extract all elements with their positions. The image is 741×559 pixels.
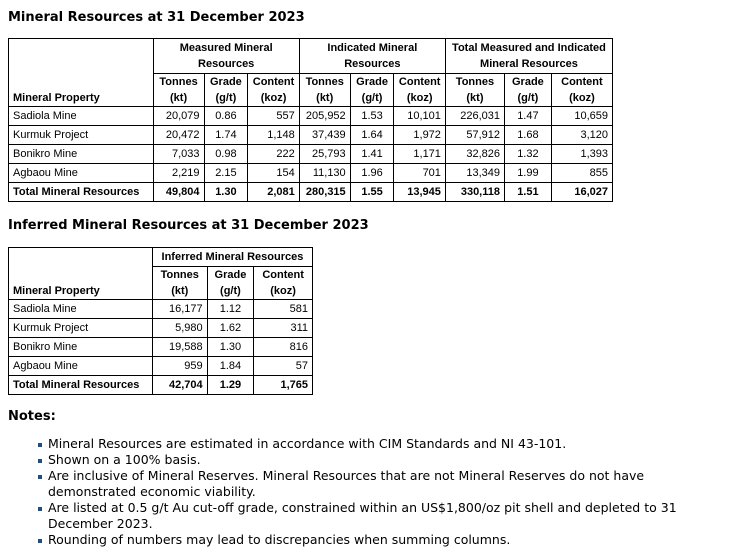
cell-value: 1,765 bbox=[254, 376, 313, 395]
column-header: Tonnes (kt) bbox=[152, 267, 207, 300]
column-header: Grade (g/t) bbox=[504, 74, 551, 107]
group-header: Measured Mineral Resources bbox=[153, 39, 299, 74]
cell-value: 1.68 bbox=[504, 126, 551, 145]
cell-value: 1.30 bbox=[207, 338, 254, 357]
property-name: Agbaou Mine bbox=[9, 357, 153, 376]
cell-value: 37,439 bbox=[299, 126, 350, 145]
note-text: Rounding of numbers may lead to discrepancies when summing columns. bbox=[48, 532, 511, 547]
cell-value: 13,349 bbox=[445, 164, 504, 183]
property-name: Sadiola Mine bbox=[9, 107, 154, 126]
table-row bbox=[9, 107, 613, 126]
cell-value: 42,704 bbox=[152, 376, 207, 395]
table2-title: Inferred Mineral Resources at 31 December 2023 bbox=[8, 218, 369, 233]
cell-value: 2,081 bbox=[248, 183, 299, 202]
property-name: Bonikro Mine bbox=[9, 338, 153, 357]
cell-value: 2,219 bbox=[153, 164, 204, 183]
cell-value: 330,118 bbox=[445, 183, 504, 202]
note-text: Mineral Resources are estimated in accordance with CIM Standards and NI 43-101. bbox=[48, 436, 567, 451]
cell-value: 3,120 bbox=[551, 126, 612, 145]
group-header: Total Measured and Indicated Mineral Resources bbox=[445, 39, 612, 74]
cell-value: 1,148 bbox=[248, 126, 299, 145]
cell-value: 701 bbox=[394, 164, 445, 183]
cell-value: 57,912 bbox=[445, 126, 504, 145]
group-header: Inferred Mineral Resources bbox=[152, 248, 312, 267]
cell-value: 855 bbox=[551, 164, 612, 183]
cell-value: 10,101 bbox=[394, 107, 445, 126]
table-row bbox=[9, 357, 313, 376]
cell-value: 0.86 bbox=[204, 107, 248, 126]
notes-title: Notes: bbox=[8, 409, 56, 424]
cell-value: 19,588 bbox=[152, 338, 207, 357]
column-header: Tonnes (kt) bbox=[299, 74, 350, 107]
cell-value: 1.53 bbox=[350, 107, 394, 126]
total-row bbox=[9, 376, 313, 395]
cell-value: 816 bbox=[254, 338, 313, 357]
table-row bbox=[9, 145, 613, 164]
cell-value: 1.55 bbox=[350, 183, 394, 202]
property-name: Bonikro Mine bbox=[9, 145, 154, 164]
cell-value: 7,033 bbox=[153, 145, 204, 164]
cell-value: 20,472 bbox=[153, 126, 204, 145]
group-header: Indicated Mineral Resources bbox=[299, 39, 445, 74]
cell-value: 1.96 bbox=[350, 164, 394, 183]
cell-value: 1.32 bbox=[504, 145, 551, 164]
cell-value: 959 bbox=[152, 357, 207, 376]
note-text: Are listed at 0.5 g/t Au cut-off grade, constrained within an US$1,800/oz pit shell and depleted to 31 December 2023. bbox=[48, 500, 677, 531]
column-header: Content (koz) bbox=[551, 74, 612, 107]
cell-value: 205,952 bbox=[299, 107, 350, 126]
property-name: Total Mineral Resources bbox=[9, 183, 154, 202]
bullet-icon bbox=[38, 539, 42, 543]
note-item bbox=[36, 468, 736, 500]
property-name: Sadiola Mine bbox=[9, 300, 153, 319]
property-header: Mineral Property bbox=[9, 39, 154, 107]
cell-value: 1.29 bbox=[207, 376, 254, 395]
note-text: Shown on a 100% basis. bbox=[48, 452, 201, 467]
cell-value: 1.30 bbox=[204, 183, 248, 202]
cell-value: 25,793 bbox=[299, 145, 350, 164]
cell-value: 557 bbox=[248, 107, 299, 126]
column-header: Content (koz) bbox=[394, 74, 445, 107]
column-header: Tonnes (kt) bbox=[445, 74, 504, 107]
cell-value: 280,315 bbox=[299, 183, 350, 202]
cell-value: 1.51 bbox=[504, 183, 551, 202]
total-row bbox=[9, 183, 613, 202]
column-header: Grade (g/t) bbox=[350, 74, 394, 107]
cell-value: 311 bbox=[254, 319, 313, 338]
bullet-icon bbox=[38, 475, 42, 479]
column-header: Content (koz) bbox=[254, 267, 313, 300]
property-header: Mineral Property bbox=[9, 248, 153, 300]
cell-value: 11,130 bbox=[299, 164, 350, 183]
note-item bbox=[36, 452, 736, 468]
column-header: Tonnes (kt) bbox=[153, 74, 204, 107]
cell-value: 1.12 bbox=[207, 300, 254, 319]
bullet-icon bbox=[38, 507, 42, 511]
cell-value: 226,031 bbox=[445, 107, 504, 126]
cell-value: 5,980 bbox=[152, 319, 207, 338]
cell-value: 49,804 bbox=[153, 183, 204, 202]
property-name: Total Mineral Resources bbox=[9, 376, 153, 395]
cell-value: 1.64 bbox=[350, 126, 394, 145]
bullet-icon bbox=[38, 443, 42, 447]
cell-value: 1.62 bbox=[207, 319, 254, 338]
property-name: Kurmuk Project bbox=[9, 126, 154, 145]
cell-value: 0.98 bbox=[204, 145, 248, 164]
column-header: Grade (g/t) bbox=[204, 74, 248, 107]
note-item bbox=[36, 436, 736, 452]
cell-value: 2.15 bbox=[204, 164, 248, 183]
cell-value: 581 bbox=[254, 300, 313, 319]
cell-value: 20,079 bbox=[153, 107, 204, 126]
property-name: Agbaou Mine bbox=[9, 164, 154, 183]
cell-value: 16,027 bbox=[551, 183, 612, 202]
cell-value: 222 bbox=[248, 145, 299, 164]
table-row bbox=[9, 164, 613, 183]
cell-value: 1,171 bbox=[394, 145, 445, 164]
cell-value: 1.41 bbox=[350, 145, 394, 164]
cell-value: 13,945 bbox=[394, 183, 445, 202]
inferred-table bbox=[8, 247, 313, 395]
table-row bbox=[9, 126, 613, 145]
cell-value: 154 bbox=[248, 164, 299, 183]
column-header: Content (koz) bbox=[248, 74, 299, 107]
cell-value: 1,972 bbox=[394, 126, 445, 145]
cell-value: 10,659 bbox=[551, 107, 612, 126]
bullet-icon bbox=[38, 459, 42, 463]
cell-value: 1,393 bbox=[551, 145, 612, 164]
note-item bbox=[36, 532, 736, 548]
cell-value: 1.74 bbox=[204, 126, 248, 145]
cell-value: 1.84 bbox=[207, 357, 254, 376]
note-item bbox=[36, 500, 736, 532]
table-row bbox=[9, 338, 313, 357]
notes-list bbox=[36, 436, 736, 548]
measured-indicated-table bbox=[8, 38, 613, 202]
cell-value: 32,826 bbox=[445, 145, 504, 164]
table-row bbox=[9, 300, 313, 319]
property-name: Kurmuk Project bbox=[9, 319, 153, 338]
cell-value: 1.99 bbox=[504, 164, 551, 183]
table1-title: Mineral Resources at 31 December 2023 bbox=[8, 10, 305, 25]
cell-value: 1.47 bbox=[504, 107, 551, 126]
column-header: Grade (g/t) bbox=[207, 267, 254, 300]
cell-value: 57 bbox=[254, 357, 313, 376]
note-text: Are inclusive of Mineral Reserves. Mineral Resources that are not Mineral Reserves do not have demonstrated economic viability. bbox=[48, 468, 645, 499]
cell-value: 16,177 bbox=[152, 300, 207, 319]
table-row bbox=[9, 319, 313, 338]
